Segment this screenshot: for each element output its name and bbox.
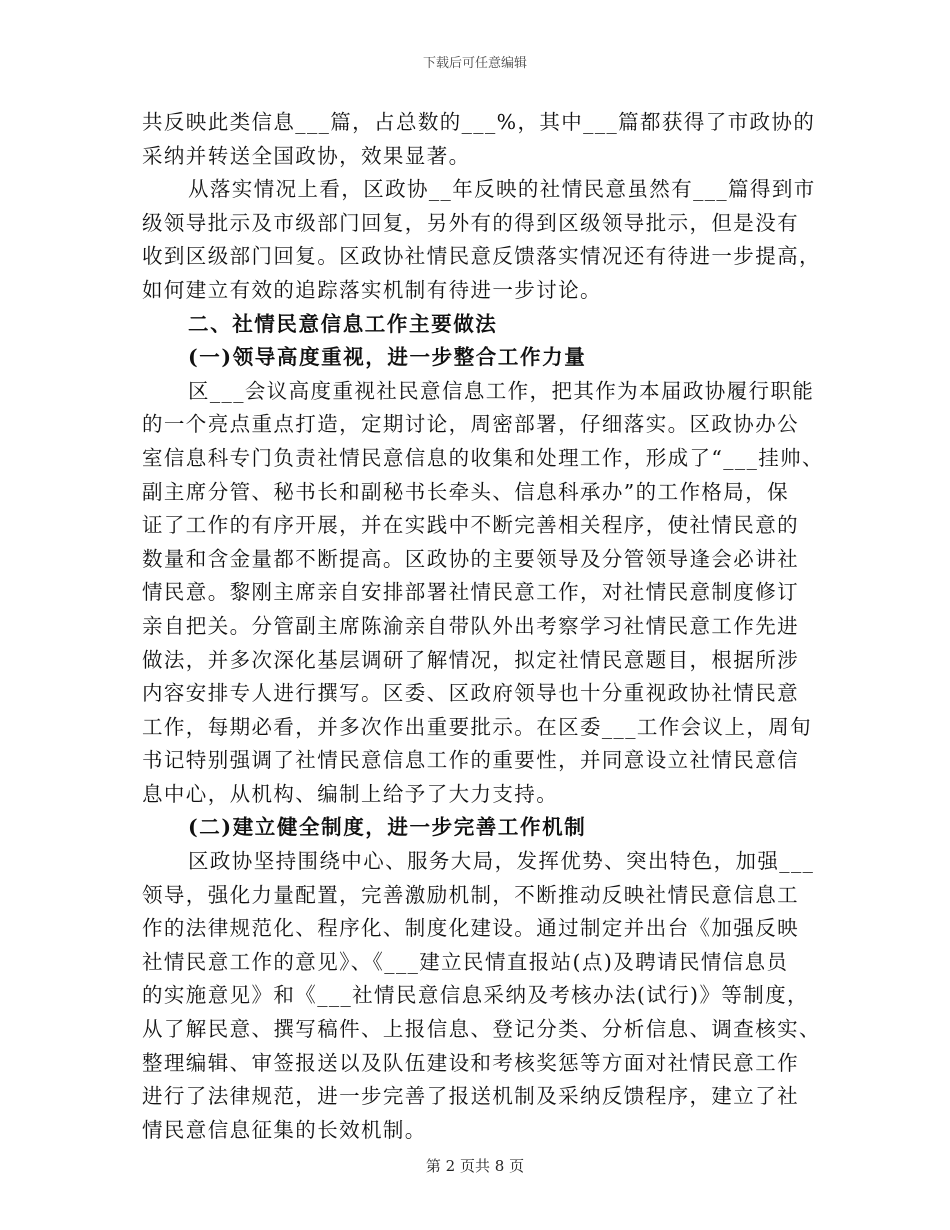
paragraph-line: 收到区级部门回复。区政协社情民意反馈落实情况还有待进一步提高， — [142, 244, 821, 269]
paragraph-line: 工作，每期必看，并多次作出重要批示。在区委___工作会议上，周旬 — [142, 714, 813, 739]
paragraph-line: 整理编辑、审签报送以及队伍建设和考核奖惩等方面对社情民意工作 — [142, 1050, 799, 1075]
paragraph-line: 息中心，从机构、编制上给予了大力支持。 — [142, 781, 559, 806]
section-heading: 二、社情民意信息工作主要做法 — [188, 311, 498, 336]
paragraph-line: 采纳并转送全国政协，效果显著。 — [142, 143, 471, 168]
paragraph-line: 亲自把关。分管副主席陈渝亲自带队外出考察学习社情民意工作先进 — [142, 613, 799, 638]
paragraph-line: 从了解民意、撰写稿件、上报信息、登记分类、分析信息、调查核实、 — [142, 1017, 821, 1042]
paragraph-line: 级领导批示及市级部门回复，另外有的得到区级领导批示，但是没有 — [142, 210, 799, 235]
document-body — [142, 106, 832, 1147]
paragraph-line: 的实施意见》和《___社情民意信息采纳及考核办法(试行)》等制度， — [142, 983, 809, 1008]
paragraph-line: 数量和含金量都不断提高。区政协的主要领导及分管领导逢会必讲社 — [142, 546, 799, 571]
paragraph-line: 区___会议高度重视社民意信息工作，把其作为本届政协履行职能 — [188, 378, 815, 403]
paragraph-line: 共反映此类信息___篇，占总数的___%，其中___篇都获得了市政协的 — [142, 110, 816, 134]
paragraph-line: 从落实情况上看，区政协__年反映的社情民意虽然有___篇得到市 — [188, 177, 816, 202]
paragraph-line: 做法，并多次深化基层调研了解情况，拟定社情民意题目，根据所涉 — [142, 647, 799, 672]
paragraph-line: 副主席分管、秘书长和副秘书长牵头、信息科承办”的工作格局，保 — [142, 479, 789, 504]
paragraph-line: 情民意信息征集的长效机制。 — [142, 1117, 427, 1142]
paragraph-line: 书记特别强调了社情民意信息工作的重要性，并同意设立社情民意信 — [142, 748, 799, 773]
paragraph-line: 社情民意工作的意见》、《___建立民情直报站(点)及聘请民情信息员 — [142, 949, 789, 974]
paragraph-line: 证了工作的有序开展，并在实践中不断完善相关程序，使社情民意的 — [142, 513, 799, 538]
paragraph-line: 室信息科专门负责社情民意信息的收集和处理工作，形成了“___挂帅、 — [142, 445, 824, 470]
subsection-heading: (二)建立健全制度，进一步完善工作机制 — [188, 815, 587, 840]
paragraph-line: 的一个亮点重点打造，定期讨论，周密部署，仔细落实。区政协办公 — [142, 412, 799, 437]
subsection-heading: (一)领导高度重视，进一步整合工作力量 — [188, 345, 587, 370]
page-footer: 第 2 页共 8 页 — [425, 1157, 525, 1175]
paragraph-line: 情民意。黎刚主席亲自安排部署社情民意工作，对社情民意制度修订 — [142, 580, 799, 605]
page-header: 下载后可任意编辑 — [422, 56, 527, 71]
paragraph-line: 内容安排专人进行撰写。区委、区政府领导也十分重视政协社情民意 — [142, 681, 799, 706]
paragraph-line: 区政协坚持围绕中心、服务大局，发挥优势、突出特色，加强___ — [188, 849, 815, 874]
paragraph-line: 进行了法律规范，进一步完善了报送机制及采纳反馈程序，建立了社 — [142, 1084, 799, 1109]
paragraph-line: 如何建立有效的追踪落实机制有待进一步讨论。 — [142, 277, 602, 302]
paragraph-line: 领导，强化力量配置，完善激励机制，不断推动反映社情民意信息工 — [142, 882, 799, 907]
paragraph-line: 作的法律规范化、程序化、制度化建设。通过制定并出台《加强反映 — [142, 916, 799, 941]
